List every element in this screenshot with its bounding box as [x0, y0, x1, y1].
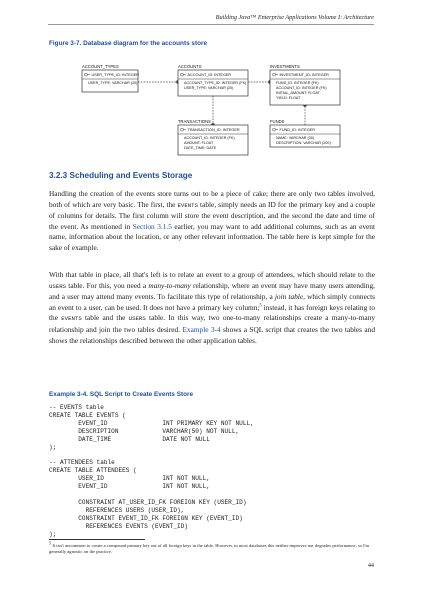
inline-code: USERS — [128, 315, 146, 323]
sql-code-block: -- EVENTS table CREATE TABLE EVENTS ( EVENT_ID INT PRIMARY KEY NOT NULL, DESCRIPTION VARCHAR(50) NOT NULL, DATE_TIME DATE NOT NULL ); -- ATTENDEES table CREATE TABLE ATTENDEES ( USER_ID INT NOT NULL, EVENT_ID INT NOT NULL, CONSTRAINT AT_USER_ID_FK FOREIGN KEY (USER_ID) REFERENCES USERS (USER_ID), CONSTRAINT EVENT_ID_FK FOREIGN KEY (EVENT_ID) REFERENCES EVENTS (EVENT_ID) ); — [49, 404, 254, 538]
er-field: ACCOUNT_ID: INTEGER (FK) — [276, 86, 327, 90]
er-table-name: FUNDS — [270, 119, 285, 124]
running-header: Building Java™ Enterprise Applications Volume I: Architecture — [215, 14, 374, 21]
emphasis: join table — [274, 292, 304, 302]
er-field: NAME: VARCHAR (30) — [276, 136, 315, 140]
example-caption: Example 3-4. SQL Script to Create Events Store — [49, 391, 194, 398]
text-run: shows a SQL script that creates the two tables and shows the relationships described between the other application tables. — [49, 324, 375, 345]
text-run: With that table in place, all that's left is to relate an event to a group of attendees, which should relate to the — [49, 270, 375, 279]
text-run: table, simply needs an ID for the primary key and a couple of columns for details. The first column will store the event description, and the second the date and time of the event. As mentioned in — [49, 199, 375, 231]
er-field: USER_TYPE: VARCHAR (20) — [184, 86, 234, 90]
er-field: USER_TYPE: VARCHAR (20) — [88, 81, 138, 85]
paragraph — [49, 270, 375, 346]
section-title: Scheduling and Events Storage — [69, 171, 193, 180]
header-rule — [48, 24, 374, 25]
er-table-name: ACCOUNTS — [178, 64, 202, 69]
section-heading — [49, 171, 192, 180]
footnote-marker: 5 — [49, 540, 52, 546]
figure-caption: Figure 3-7. Database diagram for the accounts store — [49, 40, 208, 47]
text-run: table. For this, you need a — [66, 280, 149, 290]
text-run: relationship, where an event may have many users attending, and a user may attend many events. To facilitate this type of relationship, a — [49, 280, 375, 302]
text-run: instead, it has foreign keys relating to the — [49, 302, 375, 323]
inline-code: USERS — [49, 282, 67, 290]
er-table-name: INVESTMENTS — [270, 64, 300, 69]
er-primary-key: FUND_ID: INTEGER — [279, 128, 315, 133]
er-primary-key: USER_TYPE_ID: INTEGER — [91, 73, 139, 78]
er-field: DESCRIPTION: VARCHAR (200) — [276, 141, 331, 145]
page-number: 44 — [367, 562, 374, 569]
er-primary-key: ACCOUNT_ID: INTEGER — [187, 73, 232, 78]
er-table — [178, 64, 248, 96]
section-link[interactable]: Section 3.1.5 — [132, 221, 172, 231]
er-field: YIELD: FLOAT — [276, 96, 301, 100]
footnote — [49, 540, 375, 555]
er-field: DATE_TIME: DATE — [184, 146, 217, 150]
example-link[interactable]: Example 3-4 — [182, 324, 221, 334]
section-number: 3.2.3 — [49, 171, 68, 180]
er-primary-key: INVESTMENT_ID: INTEGER — [279, 73, 329, 78]
er-table — [270, 119, 340, 147]
er-field: INITIAL_AMOUNT: FLOAT — [276, 91, 320, 95]
text-run: , which simply connects an event to a user, can be used. It does not have a primary key column; — [49, 292, 375, 312]
footnote-ref[interactable]: 5 — [259, 302, 262, 308]
footnote-rule — [49, 539, 145, 540]
emphasis: many-to-many — [148, 280, 191, 290]
er-table-name: ACCOUNT_TYPES — [82, 64, 119, 69]
paragraph — [49, 189, 375, 254]
text-run: earlier, you may want to add additional columns, such as an event name, information about the location, or any other relevant information. The table here is kept simple for the sake of example. — [49, 221, 375, 252]
database-diagram — [80, 58, 370, 162]
er-field: AMOUNT: FLOAT — [184, 141, 214, 145]
er-table — [82, 64, 139, 92]
footnote-text: It isn't uncommon to create a compound primary key out of all foreign keys in the table. However, in most databases this neither improves nor degrades performance, so I'm generally agnostic on the practice. — [49, 543, 370, 555]
text-run: table and the — [81, 313, 129, 323]
er-field: ACCOUNT_ID: INTEGER (FK) — [184, 136, 235, 140]
er-field: ACCOUNT_TYPE_ID: INTEGER (FK) — [184, 81, 247, 85]
text-run: Handling the creation of the events store turns out to be a piece of cake; there are only two tables involved, both of which are very basic. The first, the — [49, 189, 375, 209]
er-table — [270, 64, 340, 105]
text-run: table. In this way, two one-to-many relationships create a many-to-many relationship and join the two tables desired. — [49, 313, 375, 334]
inline-code: EVENTS — [61, 315, 82, 323]
er-field: FUND_ID: INTEGER (FK) — [276, 81, 319, 85]
inline-code: EVENTS — [177, 201, 198, 209]
er-primary-key: TRANSACTION_ID: INTEGER — [187, 128, 240, 133]
er-table-name: TRANSACTIONS — [178, 119, 211, 124]
